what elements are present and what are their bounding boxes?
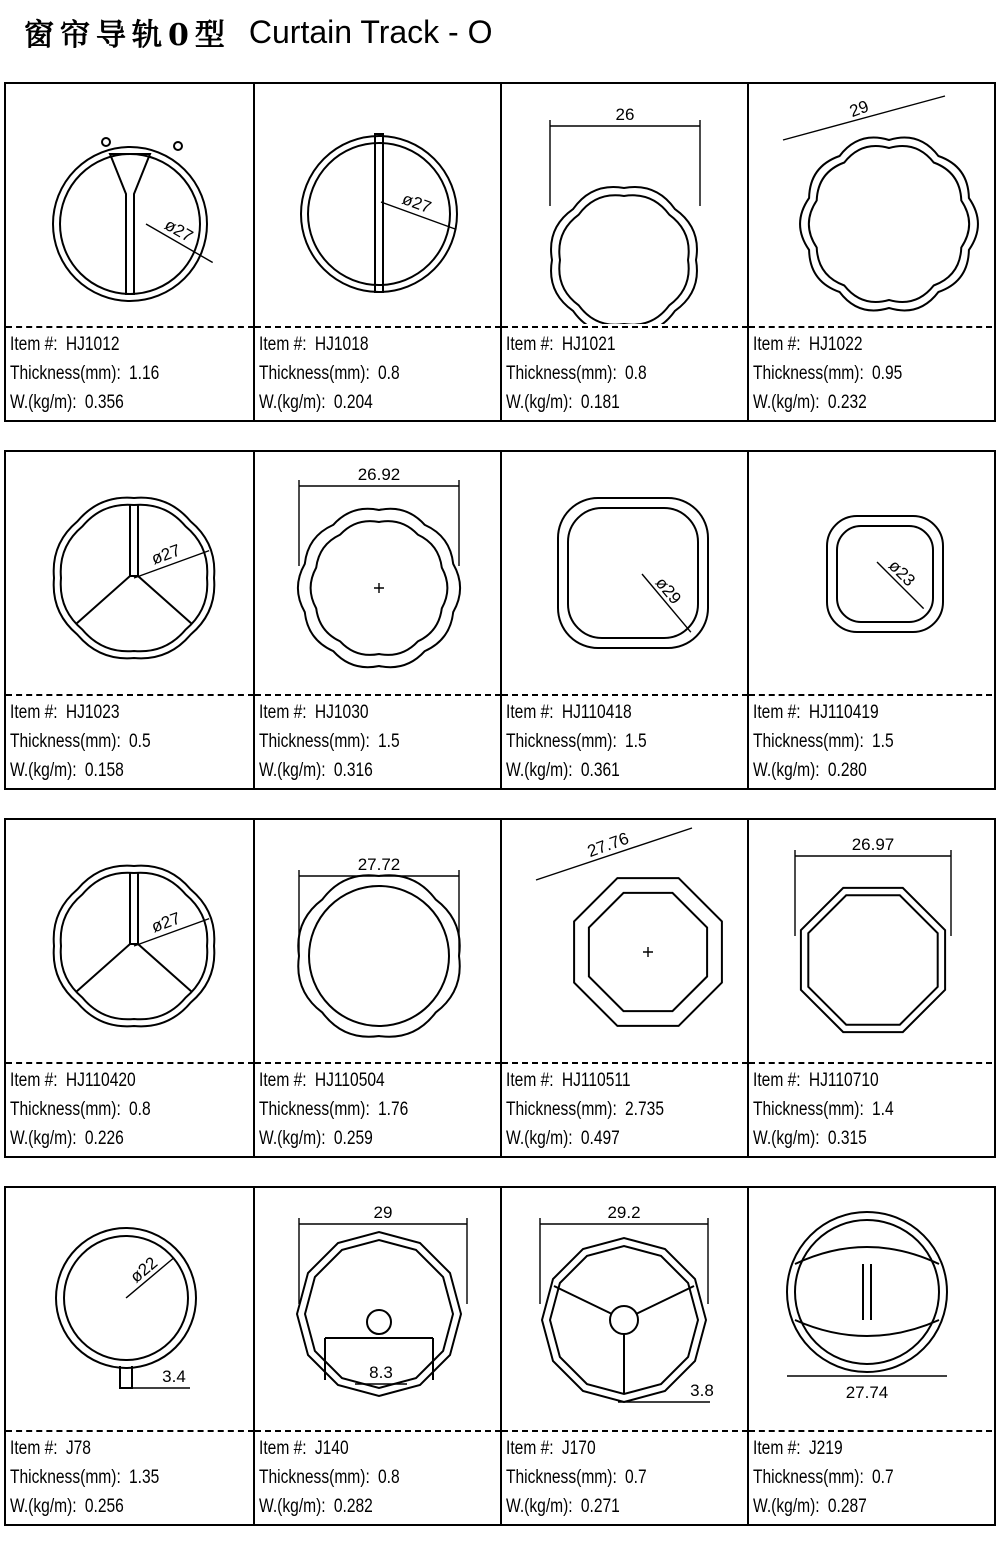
inner-circle: [309, 886, 449, 1026]
thickness-value: 0.8: [378, 363, 400, 384]
thickness-value: 0.8: [625, 363, 647, 384]
product-card: [6, 820, 254, 1156]
spec-list: [753, 1434, 894, 1521]
diameter-label: ø22: [126, 1253, 162, 1287]
dimension-label: 29: [846, 96, 872, 121]
dimension-label: 26.97: [851, 835, 895, 854]
diameter-label: ø23: [884, 556, 919, 591]
item-number-value: HJ110418: [561, 702, 632, 723]
weight-label: W.(kg/m):: [753, 1496, 820, 1517]
thickness-label: Thickness(mm):: [10, 1099, 121, 1120]
weight-value: 0.259: [333, 1128, 373, 1149]
weight-value: 0.287: [827, 1496, 867, 1517]
product-card: [500, 84, 748, 420]
center-mark: [374, 583, 384, 593]
thickness-label: Thickness(mm):: [753, 731, 864, 752]
weight-value: 0.158: [84, 760, 124, 781]
item-number-label: Item #:: [506, 334, 554, 355]
thickness-label: Thickness(mm):: [10, 363, 121, 384]
product-row: [4, 1186, 996, 1526]
weight-value: 0.316: [333, 760, 373, 781]
tri-webs: [76, 872, 192, 992]
divider: [502, 694, 748, 696]
thickness-row: [259, 1095, 408, 1124]
dimension-label: 27.72: [357, 855, 401, 874]
outer-profile: [801, 888, 945, 1032]
item-number-value: J170: [561, 1438, 596, 1459]
weight-row: [506, 756, 647, 785]
divider: [502, 326, 748, 328]
weight-value: 0.315: [827, 1128, 867, 1149]
product-card: [500, 1188, 748, 1524]
outer-profile: [298, 875, 459, 1036]
item-number-value: HJ110420: [65, 1070, 136, 1091]
item-number-row: [259, 1434, 400, 1463]
divider: [749, 694, 992, 696]
thickness-value: 1.4: [872, 1099, 894, 1120]
item-number-label: Item #:: [753, 702, 801, 723]
channel-dimension-label: 8.3: [369, 1363, 393, 1382]
thickness-label: Thickness(mm):: [753, 1467, 864, 1488]
item-number-label: Item #:: [506, 1070, 554, 1091]
item-number-value: HJ1030: [314, 702, 369, 723]
outer-ring: [787, 1212, 947, 1372]
spec-list: [753, 330, 902, 417]
center-web: [375, 134, 383, 292]
item-number-row: [506, 1066, 664, 1095]
slot-dimension-label: 3.8: [690, 1381, 714, 1400]
item-number-row: [753, 330, 902, 359]
y-web: [110, 154, 150, 294]
diameter-label: ø27: [161, 215, 197, 247]
weight-label: W.(kg/m):: [506, 1128, 573, 1149]
weight-label: W.(kg/m):: [259, 760, 326, 781]
weight-row: [753, 756, 894, 785]
inner-profile: [837, 526, 933, 622]
divider: [6, 326, 254, 328]
weight-label: W.(kg/m):: [506, 1496, 573, 1517]
item-number-row: [506, 698, 647, 727]
weight-row: [10, 1492, 159, 1521]
thickness-value: 1.16: [129, 363, 160, 384]
thickness-label: Thickness(mm):: [259, 1099, 370, 1120]
weight-label: W.(kg/m):: [10, 1128, 77, 1149]
divider: [255, 1062, 501, 1064]
item-number-value: HJ1012: [65, 334, 120, 355]
item-number-label: Item #:: [753, 1438, 801, 1459]
spec-list: [10, 1066, 151, 1153]
weight-row: [753, 388, 902, 417]
weight-value: 0.204: [333, 392, 373, 413]
weight-value: 0.271: [580, 1496, 620, 1517]
product-card: [253, 820, 501, 1156]
item-number-value: J78: [65, 1438, 91, 1459]
item-number-label: Item #:: [10, 1070, 58, 1091]
divider: [502, 1430, 748, 1432]
diameter-label: ø27: [148, 540, 183, 569]
profile-drawing: [502, 452, 748, 692]
weight-value: 0.181: [580, 392, 620, 413]
thickness-label: Thickness(mm):: [10, 731, 121, 752]
thickness-value: 0.95: [872, 363, 903, 384]
profile-drawing: [749, 1188, 995, 1428]
inner-profile: [809, 146, 969, 302]
item-number-value: J219: [808, 1438, 843, 1459]
weight-row: [259, 1124, 408, 1153]
spec-list: [259, 698, 400, 785]
item-number-label: Item #:: [506, 702, 554, 723]
product-card: [500, 452, 748, 788]
dimension-label: 26: [615, 105, 635, 124]
thickness-row: [259, 727, 400, 756]
profile-drawing: [255, 452, 501, 692]
weight-label: W.(kg/m):: [753, 1128, 820, 1149]
item-number-value: HJ110511: [561, 1070, 631, 1091]
profile-drawing: [749, 820, 995, 1060]
thickness-row: [753, 359, 902, 388]
profile-drawing: [6, 820, 252, 1060]
spec-list: [506, 1434, 647, 1521]
thickness-label: Thickness(mm):: [506, 1467, 617, 1488]
thickness-value: 1.35: [129, 1467, 160, 1488]
item-number-label: Item #:: [259, 1438, 307, 1459]
title-chinese: 窗帘导轨0型: [24, 18, 231, 53]
inner-ring: [795, 1220, 939, 1364]
thickness-value: 1.5: [872, 731, 894, 752]
profile-drawing: [749, 84, 995, 324]
slot-dimension-label: 3.4: [162, 1367, 186, 1386]
product-row: [4, 82, 996, 422]
spec-list: [259, 1434, 400, 1521]
item-number-label: Item #:: [10, 702, 58, 723]
item-number-row: [506, 1434, 647, 1463]
thickness-label: Thickness(mm):: [259, 363, 370, 384]
hub-ring: [367, 1310, 391, 1334]
product-card: [253, 1188, 501, 1524]
divider: [6, 694, 254, 696]
product-card: [6, 84, 254, 420]
thickness-value: 1.5: [378, 731, 400, 752]
divider: [255, 694, 501, 696]
weight-row: [10, 756, 151, 785]
profile-drawing: [6, 84, 252, 324]
dimension-label: 26.92: [357, 465, 401, 484]
profile-drawing: [6, 452, 252, 692]
weight-label: W.(kg/m):: [259, 392, 326, 413]
weight-label: W.(kg/m):: [10, 1496, 77, 1517]
divider: [6, 1062, 254, 1064]
thickness-row: [506, 1095, 664, 1124]
thickness-row: [753, 1095, 894, 1124]
divider: [749, 326, 992, 328]
weight-value: 0.256: [84, 1496, 124, 1517]
divider: [6, 1430, 254, 1432]
thickness-value: 0.7: [625, 1467, 647, 1488]
weight-value: 0.226: [84, 1128, 124, 1149]
dimension-label: 27.74: [845, 1383, 889, 1402]
profile-drawing: [255, 84, 501, 324]
item-number-value: HJ1023: [65, 702, 120, 723]
item-number-row: [506, 330, 647, 359]
rib-webs: [795, 1247, 939, 1336]
thickness-label: Thickness(mm):: [259, 731, 370, 752]
item-number-label: Item #:: [259, 334, 307, 355]
thickness-row: [753, 1463, 894, 1492]
item-number-row: [753, 1434, 894, 1463]
item-number-value: J140: [314, 1438, 349, 1459]
diameter-label: ø27: [399, 189, 434, 218]
outer-ring: [301, 136, 457, 292]
weight-row: [506, 1492, 647, 1521]
weight-label: W.(kg/m):: [10, 392, 77, 413]
spec-list: [10, 330, 159, 417]
weight-row: [10, 1124, 151, 1153]
profile-drawing: [502, 820, 748, 1060]
weight-value: 0.497: [580, 1128, 620, 1149]
divider: [749, 1062, 992, 1064]
weight-row: [753, 1492, 894, 1521]
spec-list: [753, 698, 894, 785]
item-number-value: HJ1021: [561, 334, 616, 355]
item-number-label: Item #:: [259, 702, 307, 723]
thickness-value: 0.8: [129, 1099, 151, 1120]
item-number-row: [10, 1434, 159, 1463]
item-number-row: [10, 1066, 151, 1095]
weight-value: 0.361: [580, 760, 620, 781]
spec-list: [506, 698, 647, 785]
thickness-row: [259, 359, 400, 388]
hub-ring: [610, 1306, 638, 1334]
inner-ring: [308, 143, 450, 285]
thickness-row: [10, 727, 151, 756]
product-card: [6, 452, 254, 788]
weight-row: [506, 388, 647, 417]
weight-row: [259, 756, 400, 785]
weight-label: W.(kg/m):: [259, 1128, 326, 1149]
slot-stem: [120, 1366, 132, 1388]
outer-profile: [551, 187, 697, 324]
weight-row: [259, 1492, 400, 1521]
divider: [502, 1062, 748, 1064]
item-number-row: [259, 330, 400, 359]
weight-row: [506, 1124, 664, 1153]
product-row: [4, 450, 996, 790]
thickness-row: [10, 359, 159, 388]
spec-list: [753, 1066, 894, 1153]
weight-label: W.(kg/m):: [506, 760, 573, 781]
weight-value: 0.282: [333, 1496, 373, 1517]
thickness-row: [506, 1463, 647, 1492]
profile-drawing: [502, 1188, 748, 1428]
product-card: [253, 452, 501, 788]
inner-profile: [559, 195, 688, 324]
weight-label: W.(kg/m):: [753, 392, 820, 413]
product-card: [253, 84, 501, 420]
diameter-label: ø27: [148, 908, 183, 937]
product-row: [4, 818, 996, 1158]
item-number-row: [259, 698, 400, 727]
thickness-row: [10, 1463, 159, 1492]
item-number-value: HJ110504: [314, 1070, 385, 1091]
thickness-row: [506, 359, 647, 388]
thickness-value: 1.76: [378, 1099, 409, 1120]
item-number-row: [753, 1066, 894, 1095]
profile-drawing: [255, 820, 501, 1060]
thickness-value: 1.5: [625, 731, 647, 752]
product-card: [500, 820, 748, 1156]
item-number-label: Item #:: [506, 1438, 554, 1459]
thickness-label: Thickness(mm):: [506, 363, 617, 384]
product-card: [747, 452, 992, 788]
weight-label: W.(kg/m):: [259, 1496, 326, 1517]
dimension-label: 27.76: [584, 828, 632, 862]
outer-profile: [800, 138, 978, 311]
thickness-row: [10, 1095, 151, 1124]
spec-list: [259, 330, 400, 417]
spec-list: [10, 698, 151, 785]
weight-label: W.(kg/m):: [10, 760, 77, 781]
divider: [255, 1430, 501, 1432]
divider: [749, 1430, 992, 1432]
thickness-label: Thickness(mm):: [506, 731, 617, 752]
profile-drawing: [6, 1188, 252, 1428]
item-number-value: HJ1018: [314, 334, 369, 355]
thickness-row: [753, 727, 894, 756]
dimension-label: 29: [373, 1203, 393, 1222]
thickness-label: Thickness(mm):: [259, 1467, 370, 1488]
inner-profile: [808, 895, 937, 1024]
spec-list: [506, 330, 647, 417]
item-number-label: Item #:: [259, 1070, 307, 1091]
thickness-row: [259, 1463, 400, 1492]
weight-row: [10, 388, 159, 417]
thickness-value: 2.735: [625, 1099, 664, 1120]
item-number-label: Item #:: [10, 334, 58, 355]
thickness-value: 0.8: [378, 1467, 400, 1488]
spec-list: [10, 1434, 159, 1521]
item-number-label: Item #:: [10, 1438, 58, 1459]
weight-value: 0.356: [84, 392, 124, 413]
thickness-value: 0.5: [129, 731, 151, 752]
item-number-label: Item #:: [753, 1070, 801, 1091]
diameter-label: ø29: [651, 573, 685, 608]
weight-value: 0.280: [827, 760, 867, 781]
thickness-label: Thickness(mm):: [753, 1099, 864, 1120]
item-number-row: [753, 698, 894, 727]
bead: [174, 142, 182, 150]
product-card: [6, 1188, 254, 1524]
product-card: [747, 84, 992, 420]
bead: [102, 138, 110, 146]
profile-drawing: [255, 1188, 501, 1428]
item-number-value: HJ110710: [808, 1070, 879, 1091]
thickness-label: Thickness(mm):: [10, 1467, 121, 1488]
dimension-label: 29.2: [607, 1203, 641, 1222]
profile-drawing: [502, 84, 748, 324]
thickness-row: [506, 727, 647, 756]
product-card: [747, 820, 992, 1156]
weight-row: [259, 388, 400, 417]
divider: [255, 326, 501, 328]
thickness-label: Thickness(mm):: [506, 1099, 617, 1120]
thickness-label: Thickness(mm):: [753, 363, 864, 384]
tri-webs: [76, 504, 192, 624]
title-english: Curtain Track - O: [248, 13, 493, 50]
item-number-value: HJ110419: [808, 702, 879, 723]
spec-list: [259, 1066, 408, 1153]
page-title: [24, 10, 492, 54]
item-number-label: Item #:: [753, 334, 801, 355]
spec-list: [506, 1066, 664, 1153]
center-mark: [643, 947, 653, 957]
weight-value: 0.232: [827, 392, 867, 413]
item-number-row: [259, 1066, 408, 1095]
thickness-value: 0.7: [872, 1467, 894, 1488]
spokes: [554, 1286, 694, 1394]
profile-drawing: [749, 452, 995, 692]
weight-label: W.(kg/m):: [753, 760, 820, 781]
item-number-value: HJ1022: [808, 334, 863, 355]
weight-row: [753, 1124, 894, 1153]
weight-label: W.(kg/m):: [506, 392, 573, 413]
product-card: [747, 1188, 992, 1524]
item-number-row: [10, 698, 151, 727]
item-number-row: [10, 330, 159, 359]
